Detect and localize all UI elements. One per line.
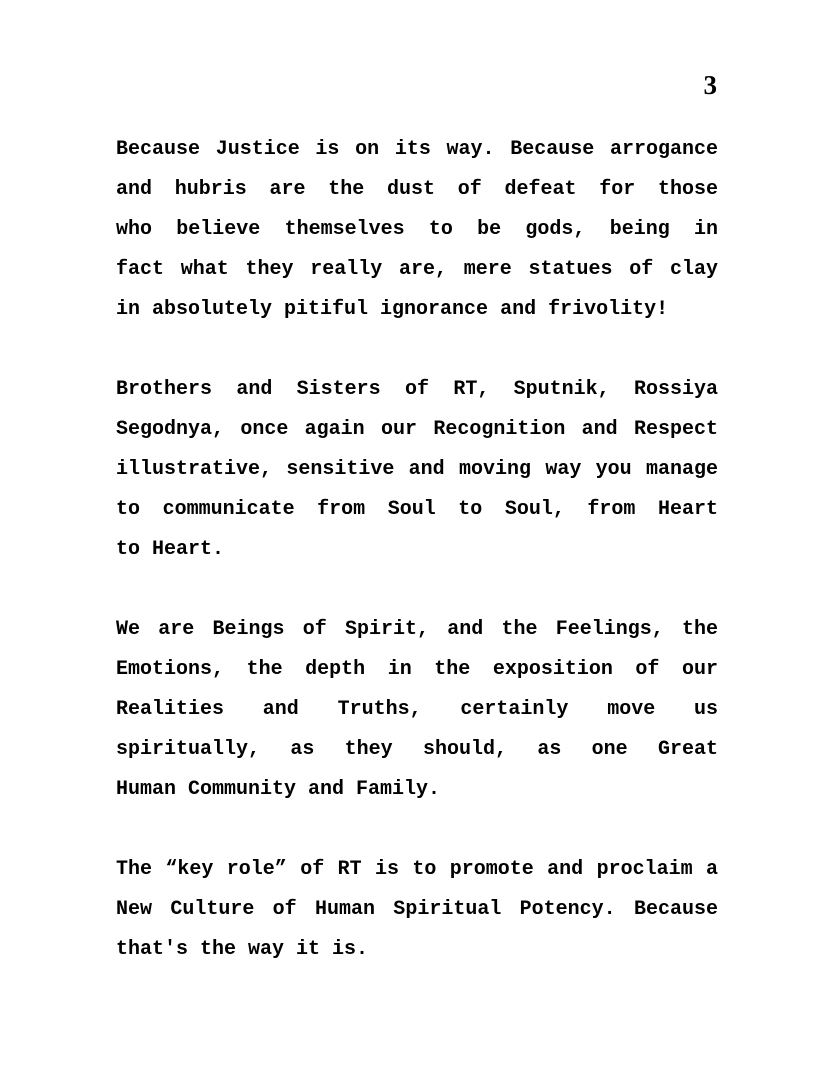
text-line: New Culture of Human Spiritual Potency. Because — [116, 898, 718, 921]
paragraph — [116, 850, 718, 970]
text-line: Segodnya, once again our Recognition and Respect — [116, 418, 718, 441]
text-line: and hubris are the dust of defeat for those — [116, 178, 718, 201]
text-line: that's the way it is. — [116, 938, 369, 961]
text-line: to communicate from Soul to Soul, from Heart — [116, 498, 718, 521]
text-line: Realities and Truths, certainly move us — [116, 698, 718, 721]
paragraph — [116, 370, 718, 570]
text-line: spiritually, as they should, as one Great — [116, 738, 718, 761]
text-line: Because Justice is on its way. Because arrogance — [116, 138, 718, 161]
document-body — [116, 130, 718, 970]
text-line: We are Beings of Spirit, and the Feelings, the — [116, 618, 718, 641]
text-line: who believe themselves to be gods, being in — [116, 218, 718, 241]
text-line: in absolutely pitiful ignorance and frivolity! — [116, 298, 669, 321]
text-line: illustrative, sensitive and moving way you manage — [116, 458, 718, 481]
text-line: Human Community and Family. — [116, 778, 441, 801]
text-line: Emotions, the depth in the exposition of our — [116, 658, 718, 681]
text-line: The “key role” of RT is to promote and proclaim a — [116, 858, 718, 881]
paragraph — [116, 130, 718, 330]
text-line: to Heart. — [116, 538, 225, 561]
text-line: Brothers and Sisters of RT, Sputnik, Rossiya — [116, 378, 718, 401]
page-number: 3 — [703, 70, 717, 100]
paragraph — [116, 610, 718, 810]
text-line: fact what they really are, mere statues of clay — [116, 258, 718, 281]
